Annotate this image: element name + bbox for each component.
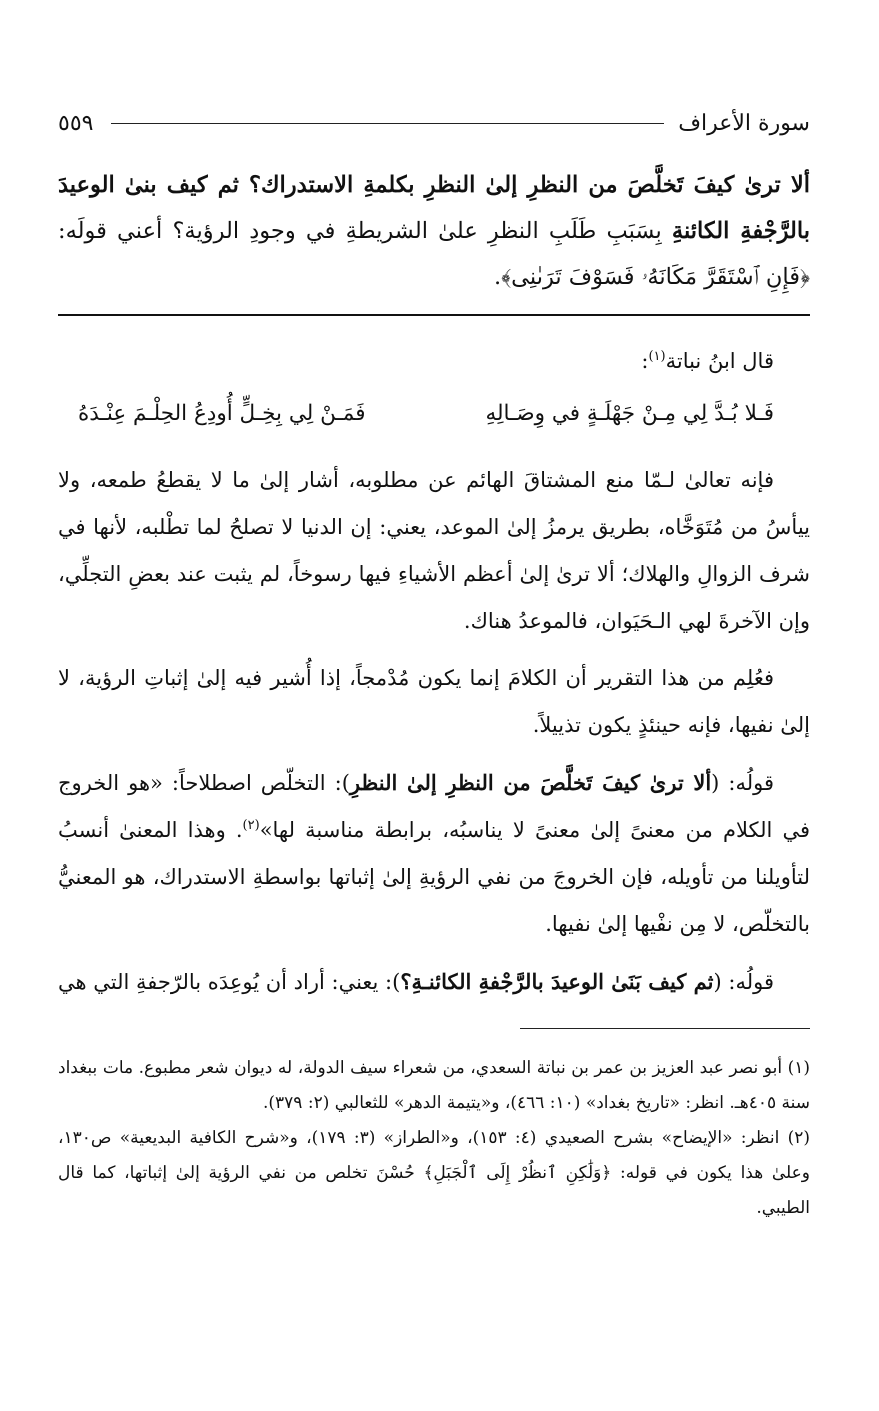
verse-hemistich-2: فَمَـنْ لِي بِخِـلٍّ أُودِعُ الحِلْـمَ عِنْـدَهُ xyxy=(78,401,366,426)
paragraph-3-mid: ): التخلّص اصطلاحاً: «هو الخروج في الكلام من معنىً إلىٰ معنىً لا يناسبُه، برابطة مناسبة لها» xyxy=(58,771,810,842)
matn-text xyxy=(58,162,810,300)
paragraph-3-lead: قولُه: ( xyxy=(711,771,774,795)
header-rule xyxy=(111,123,664,124)
paragraph-4-lead: قولُه: ( xyxy=(713,970,774,994)
footnote-divider xyxy=(520,1028,810,1029)
footnotes xyxy=(58,1051,810,1226)
paragraph-2: فعُلِم من هذا التقرير أن الكلامَ إنما يكون مُدْمجاً، إذا أُشير فيه إلىٰ إثباتِ الرؤية، لا إلىٰ نفيها، فإنه حينئذٍ يكون تذييلاً. xyxy=(58,666,810,737)
matn-part-2: بِسَبَبِ طَلَبِ النظرِ علىٰ الشريطةِ في وجودِ الرؤية؟ أعني قولَه: xyxy=(58,218,672,244)
paragraph-1: فإنه تعالىٰ لـمّا منع المشتاقَ الهائم عن مطلوبه، أشار إلىٰ ما لا يقطعُ طمعه، ولا ييأسُ من مُتَوَخَّاه، بطريق يرمزُ إلىٰ الموعد، يعني: إن الدنيا لا تصلحُ لما تطْلبه، لأنها في شرف الزوالِ والهلاك؛ ألا ترىٰ إلىٰ أعظم الأشياءِ فيها رسوخاً، لم يثبت عند بعضِ التجلِّي، وإن الآخرةَ لهي الـحَيَوان، فالموعدُ هناك. xyxy=(58,468,810,633)
paragraph-4 xyxy=(58,958,810,1006)
book-page xyxy=(58,100,810,1226)
running-header xyxy=(58,100,810,146)
paragraph-4-rest: ): يعني: أراد أن يُوعِدَه بالرّجفةِ التي هي xyxy=(58,970,401,994)
paragraph-3-quoted: ألا ترىٰ كيفَ تَخلَّصَ من النظرِ إلىٰ النظرِ xyxy=(349,770,712,795)
poem-intro-colon: : xyxy=(641,349,649,373)
paragraph-4-quoted: ثم كيف بَنَىٰ الوعيدَ بالرَّجْفةِ الكائنـةِ؟ xyxy=(400,969,714,994)
poem-intro-text: قال ابنُ نباتة xyxy=(665,349,774,373)
footnote-1: (١) أبو نصر عبد العزيز بن عمر بن نباتة السعدي، من شعراء سيف الدولة، له ديوان شعر مطبوع. مات ببغداد سنة ٤٠٥هـ. انظر: «تاريخ بغداد» (١٠: ٤٦٦)، و«يتيمة الدهر» للثعالبي (٢: ٣٧٩). xyxy=(58,1058,810,1113)
matn-part-1: ألا ترىٰ كيفَ تَخلَّصَ من النظرِ إلىٰ النظرِ بكلمةِ الاستدراك؟ ثم كيف بنىٰ الوعيدَ بالرَّجْفةِ الكائنةِ xyxy=(58,172,811,244)
matn-end: . xyxy=(494,264,502,290)
footnote-ref-1: (١) xyxy=(648,349,666,364)
footnote-2-quran: ﴿وَلَٰكِنِ ٱنظُرْ إِلَى ٱلْجَبَلِ﴾ xyxy=(423,1163,612,1183)
paragraph-3 xyxy=(58,759,810,948)
verse-hemistich-1: فَـلا بُـدَّ لِي مِـنْ جَهْلَـةٍ في وِصَـالِهِ xyxy=(485,401,774,426)
footnote-2-text-b: حُسْنَ تخلص من نفي الرؤية إلىٰ إثباتها، كما قال الطيبي. xyxy=(58,1163,810,1218)
footnote-ref-2: (٢) xyxy=(242,818,260,833)
footnote-2 xyxy=(58,1121,810,1226)
poem-intro xyxy=(58,338,810,385)
matn-quran-quote: ﴿فَإِنِ ٱسْتَقَرَّ مَكَانَهُۥ فَسَوْفَ تَرَىٰنِى﴾ xyxy=(501,264,810,290)
page-number: ٥٥٩ xyxy=(58,110,94,136)
paragraph-3-rest: . وهذا المعنىٰ أنسبُ لتأويلنا من تأويله، فإن الخروجَ من نفي الرؤيةِ إلىٰ إثباتها بواسطةِ الاستدراك، هو المعنيُّ بالتخلّص، لا مِن نفْيها إلىٰ نفيها. xyxy=(58,818,810,936)
surah-title: سورة الأعراف xyxy=(678,110,810,136)
footnote-2-text-a: (٢) انظر: «الإيضاح» بشرح الصعيدي (٤: ١٥٣)، و«الطراز» (٣: ١٧٩)، و«شرح الكافية البديعية» ص١٣٠، وعلىٰ هذا يكون في قوله: xyxy=(58,1128,811,1183)
matn-divider xyxy=(58,314,810,316)
poem-verse xyxy=(58,391,810,437)
